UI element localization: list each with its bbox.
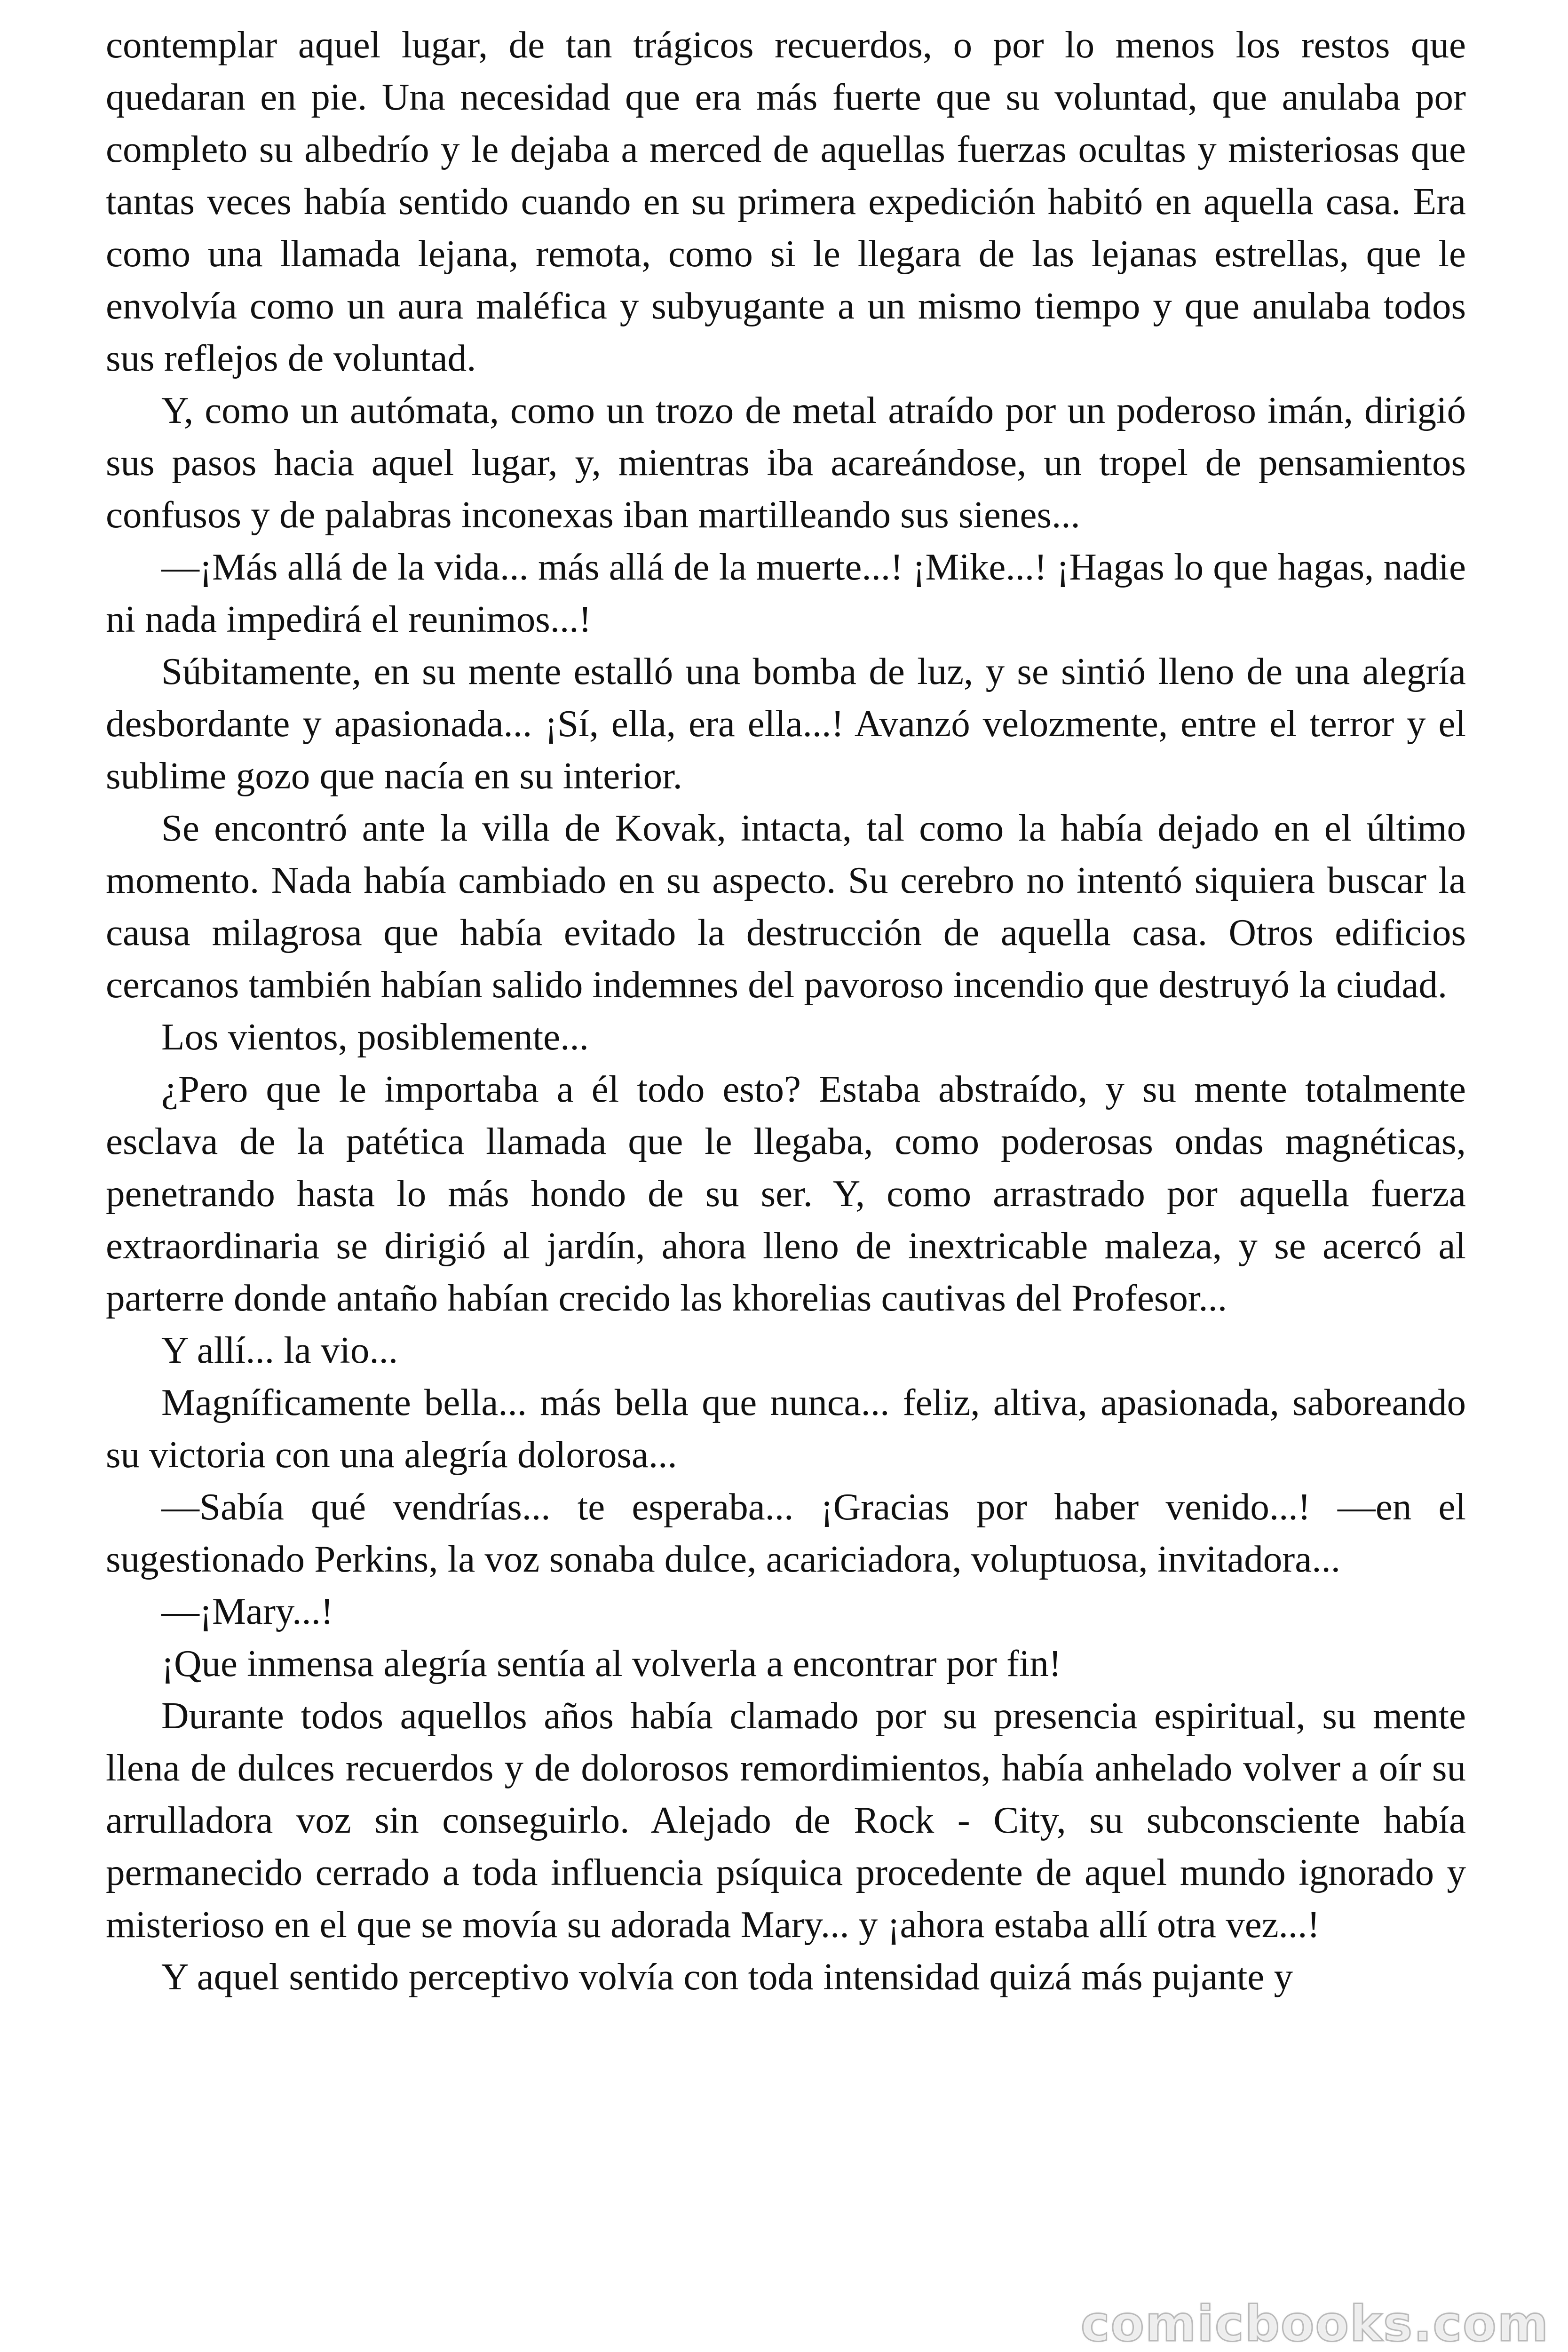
paragraph: Se encontró ante la villa de Kovak, intacta, tal como la había dejado en el último momento. Nada había cambiado en su aspecto. Su cerebro no intentó siquiera buscar la causa milagrosa que había evitado la destrucción de aquella casa. Otros edificios cercanos también habían salido indemnes del pavoroso incendio que destruyó la ciudad. <box>106 807 1466 1006</box>
paragraph: Súbitamente, en su mente estalló una bomba de luz, y se sintió lleno de una alegría desbordante y apasionada... ¡Sí, ella, era ella...! Avanzó velozmente, entre el terror y el sublime gozo que nacía en su interior. <box>106 650 1466 797</box>
paragraph: Magníficamente bella... más bella que nunca... feliz, altiva, apasionada, saboreando su victoria con una alegría dolorosa... <box>106 1381 1466 1476</box>
paragraph: Los vientos, posiblemente... <box>161 1016 589 1058</box>
paragraph: —Sabía qué vendrías... te esperaba... ¡Gracias por haber venido...! —en el sugestionado Perkins, la voz sonaba dulce, acariciadora, voluptuosa, invitadora... <box>106 1486 1466 1580</box>
paragraph: ¡Que inmensa alegría sentía al volverla a encontrar por fin! <box>161 1642 1061 1685</box>
paragraph: —¡Más allá de la vida... más allá de la muerte...! ¡Mike...! ¡Hagas lo que hagas, nadie ni nada impedirá el reunimos...! <box>106 546 1466 640</box>
paragraph: —¡Mary...! <box>161 1590 333 1632</box>
paragraph: Y allí... la vio... <box>161 1329 398 1371</box>
paragraph: Durante todos aquellos años había clamado por su presencia espiritual, su mente llena de dulces recuerdos y de dolorosos remordimientos, había anhelado volver a oír su arrulladora voz sin conseguirlo. Alejado de Rock - City, su subconsciente había permanecido cerrado a toda influencia psíquica procedente de aquel mundo ignorado y misterioso en el que se movía su adorada Mary... y ¡ahora estaba allí otra vez...! <box>106 1694 1466 1946</box>
page-body <box>106 19 1466 2003</box>
paragraph: ¿Pero que le importaba a él todo esto? Estaba abstraído, y su mente totalmente esclava de la patética llamada que le llegaba, como poderosas ondas magnéticas, penetrando hasta lo más hondo de su ser. Y, como arrastrado por aquella fuerza extraordinaria se dirigió al jardín, ahora lleno de inextricable maleza, y se acercó al parterre donde antaño habían crecido las khorelias cautivas del Profesor... <box>106 1068 1466 1319</box>
paragraph: contemplar aquel lugar, de tan trágicos recuerdos, o por lo menos los restos que quedaran en pie. Una necesidad que era más fuerte que su voluntad, que anulaba por completo su albedrío y le dejaba a merced de aquellas fuerzas ocultas y misteriosas que tantas veces había sentido cuando en su primera expedición habitó en aquella casa. Era como una llamada lejana, remota, como si le llegara de las lejanas estrellas, que le envolvía como un aura maléfica y subyugante a un mismo tiempo y que anulaba todos sus reflejos de voluntad. <box>106 24 1466 379</box>
watermark-logo: comicbooks.com <box>1080 2295 1549 2352</box>
paragraph: Y aquel sentido perceptivo volvía con toda intensidad quizá más pujante y <box>161 1955 1293 1998</box>
paragraph: Y, como un autómata, como un trozo de metal atraído por un poderoso imán, dirigió sus pasos hacia aquel lugar, y, mientras iba acareándose, un tropel de pensamientos confusos y de palabras inconexas iban martilleando sus sienes... <box>106 389 1466 536</box>
